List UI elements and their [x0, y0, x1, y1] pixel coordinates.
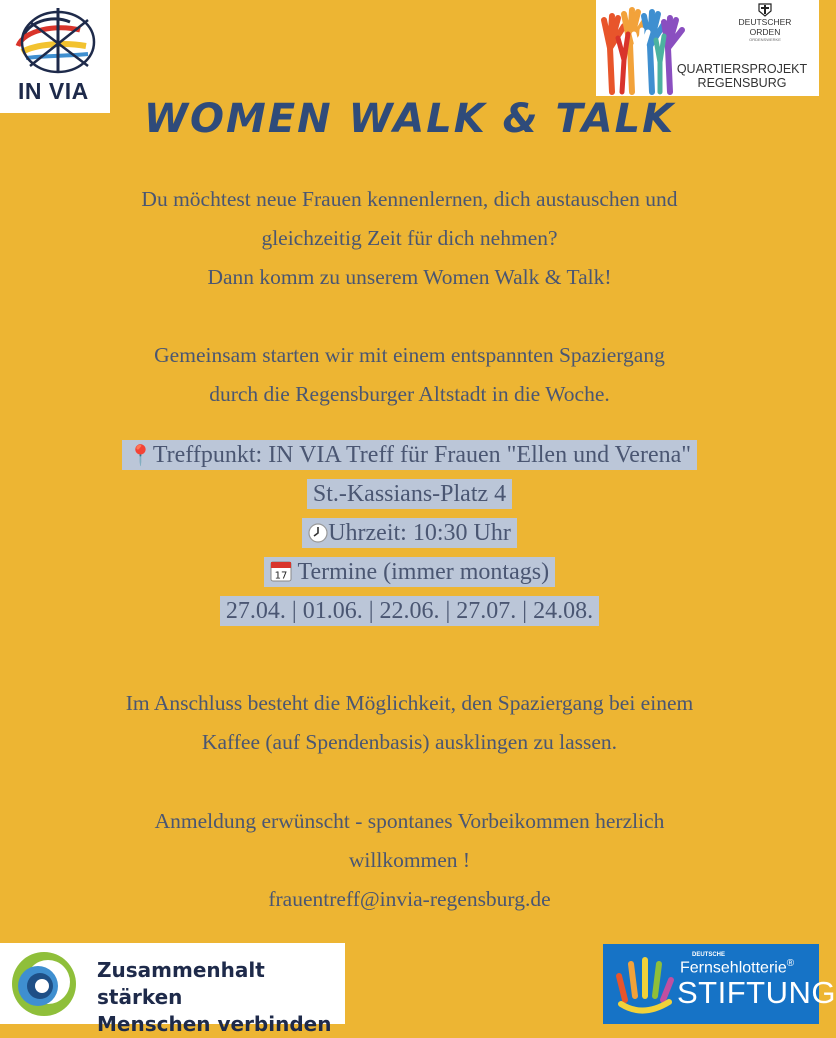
- deutscher-orden-text: [724, 17, 806, 42]
- registration-paragraph: [20, 802, 799, 919]
- fernsehlotterie-stiftung-logo: [603, 944, 836, 1024]
- email-link[interactable]: frauentreff@invia-regensburg.de: [268, 887, 551, 911]
- dates-label: [20, 553, 799, 592]
- event-info: [20, 436, 799, 631]
- zusammenhalt-logo: [0, 943, 345, 1036]
- dates-list: [20, 592, 799, 631]
- meeting-point-highlight: [122, 440, 697, 470]
- meeting-time-highlight: [302, 518, 517, 548]
- intro-line: Du möchtest neue Frauen kennenlernen, dich austauschen und: [141, 187, 678, 211]
- meeting-point: [20, 436, 799, 475]
- dates-label-highlight: [264, 557, 555, 587]
- clock-icon: [308, 523, 328, 543]
- stiftung-line-3: STIFTUNG: [677, 975, 836, 1010]
- meeting-time: [20, 514, 799, 553]
- page-title: WOMEN WALK & TALK: [143, 96, 676, 142]
- registration-line: Anmeldung erwünscht - spontanes Vorbeikommen herzlich: [154, 809, 665, 833]
- quartiersprojekt-text: [668, 62, 816, 90]
- description-paragraph: [20, 336, 799, 414]
- slogan-line-1: Zusammenhalt stärken: [97, 958, 265, 1009]
- followup-paragraph: [20, 684, 799, 762]
- invia-logo-text: IN VIA: [18, 78, 89, 104]
- quartiersprojekt-logo: [596, 0, 819, 96]
- address-text: St.-Kassians-Platz 4: [307, 479, 512, 509]
- qp-line-1: QUARTIERSPROJEKT: [676, 62, 808, 76]
- description-line: Gemeinsam starten wir mit einem entspannten Spaziergang: [154, 343, 665, 367]
- map-pin-icon: 📍: [127, 443, 153, 467]
- address: [20, 475, 799, 514]
- intro-paragraph: [20, 180, 799, 297]
- qp-line-2: REGENSBURG: [697, 76, 787, 90]
- followup-line: Kaffee (auf Spendenbasis) ausklingen zu lassen.: [201, 730, 618, 754]
- calendar-icon: [270, 560, 292, 582]
- org-line-1: DEUTSCHER: [738, 17, 792, 27]
- colorful-hand-icon: [611, 952, 677, 1018]
- org-small: ORDENSWERKE: [749, 37, 781, 42]
- registration-line: willkommen !: [348, 848, 471, 872]
- slogan-text: [97, 957, 345, 1038]
- org-line-2: ORDEN: [749, 27, 781, 37]
- meeting-point-text: Treffpunkt: IN VIA Treff für Frauen "Ellen und Verena": [152, 442, 692, 468]
- followup-line: Im Anschluss besteht die Möglichkeit, den Spaziergang bei einem: [125, 691, 694, 715]
- slogan-line-2: Menschen verbinden: [97, 1012, 332, 1036]
- stiftung-name: Fernsehlotterie: [680, 959, 787, 977]
- cross-shield-icon: [758, 3, 772, 17]
- dates-label-text: Termine (immer montags): [297, 559, 550, 585]
- invia-emblem-icon: [0, 0, 110, 80]
- stiftung-line-1: DEUTSCHE: [692, 952, 726, 958]
- meeting-time-text: Uhrzeit: 10:30 Uhr: [328, 520, 511, 546]
- intro-line: gleichzeitig Zeit für dich nehmen?: [261, 226, 558, 250]
- dates-list-text: 27.04. | 01.06. | 22.06. | 27.07. | 24.08.: [220, 596, 599, 626]
- rings-icon: [4, 946, 94, 1022]
- intro-line: Dann komm zu unserem Women Walk & Talk!: [207, 265, 612, 289]
- calendar-day: 17: [274, 570, 288, 582]
- registered-mark: ®: [786, 958, 795, 969]
- description-line: durch die Regensburger Altstadt in die Woche.: [209, 382, 610, 406]
